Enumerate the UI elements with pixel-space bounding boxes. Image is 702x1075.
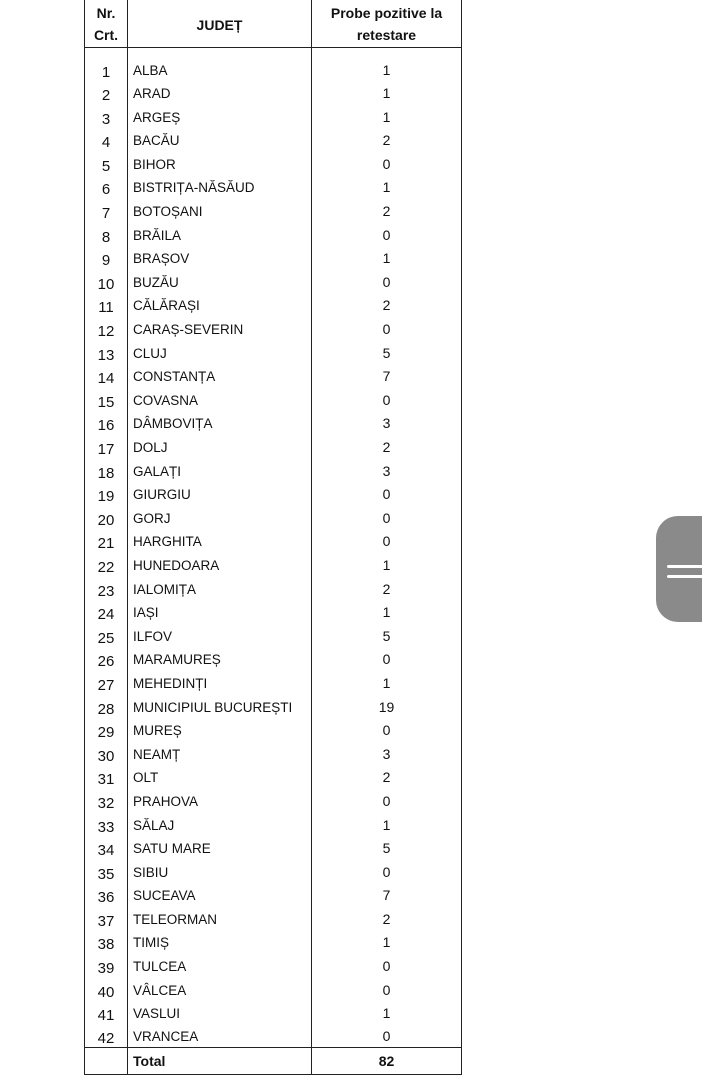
row-number: 37: [85, 906, 128, 930]
county-name: TIMIȘ: [128, 930, 312, 954]
positive-retest-count: 5: [312, 340, 462, 364]
results-table: [84, 0, 462, 1075]
row-number: 12: [85, 316, 128, 340]
table-row: [85, 340, 462, 364]
row-number: 9: [85, 246, 128, 270]
table-row: [85, 1001, 462, 1025]
header-judet: JUDEȚ: [128, 0, 312, 48]
table-row: [85, 505, 462, 529]
table-row: [85, 623, 462, 647]
county-name: VRANCEA: [128, 1024, 312, 1048]
table-row: [85, 128, 462, 152]
positive-retest-count: 2: [312, 293, 462, 317]
county-name: COVASNA: [128, 387, 312, 411]
row-number: 30: [85, 741, 128, 765]
county-name: MUREȘ: [128, 718, 312, 742]
row-number: 13: [85, 340, 128, 364]
table-row: [85, 694, 462, 718]
county-name: SIBIU: [128, 859, 312, 883]
header-probe-pozitive: [312, 0, 462, 48]
table-row: [85, 269, 462, 293]
county-name: SATU MARE: [128, 836, 312, 860]
positive-retest-count: 1: [312, 812, 462, 836]
table-row: [85, 316, 462, 340]
table-row: [85, 930, 462, 954]
county-name: IALOMIȚA: [128, 576, 312, 600]
table-row: [85, 246, 462, 270]
county-name: BRĂILA: [128, 222, 312, 246]
county-name: BIHOR: [128, 151, 312, 175]
positive-retest-count: 1: [312, 600, 462, 624]
positive-retest-count: 0: [312, 977, 462, 1001]
county-name: HARGHITA: [128, 529, 312, 553]
row-number: 36: [85, 883, 128, 907]
row-number: 40: [85, 977, 128, 1001]
table-row: [85, 765, 462, 789]
positive-retest-count: 1: [312, 670, 462, 694]
county-name: HUNEDOARA: [128, 552, 312, 576]
table-body: [85, 48, 462, 1048]
row-number: 27: [85, 670, 128, 694]
county-name: NEAMȚ: [128, 741, 312, 765]
total-row: [85, 1048, 462, 1075]
county-name: CĂLĂRAȘI: [128, 293, 312, 317]
row-number: 5: [85, 151, 128, 175]
table-row: [85, 718, 462, 742]
positive-retest-count: 19: [312, 694, 462, 718]
row-number: 6: [85, 175, 128, 199]
county-name: TULCEA: [128, 953, 312, 977]
county-name: BRAȘOV: [128, 246, 312, 270]
county-name: VÂLCEA: [128, 977, 312, 1001]
positive-retest-count: 0: [312, 505, 462, 529]
row-number: 25: [85, 623, 128, 647]
county-name: DÂMBOVIȚA: [128, 411, 312, 435]
row-number: 38: [85, 930, 128, 954]
row-number: 35: [85, 859, 128, 883]
positive-retest-count: 7: [312, 364, 462, 388]
positive-retest-count: 0: [312, 953, 462, 977]
county-name: VASLUI: [128, 1001, 312, 1025]
county-name: BACĂU: [128, 128, 312, 152]
row-number: 41: [85, 1001, 128, 1025]
table-row: [85, 883, 462, 907]
header-nr-crt: [85, 0, 128, 48]
total-label: Total: [128, 1048, 312, 1075]
table-row: [85, 836, 462, 860]
positive-retest-count: 0: [312, 482, 462, 506]
positive-retest-count: 1: [312, 1001, 462, 1025]
positive-retest-count: 0: [312, 269, 462, 293]
county-name: MEHEDINȚI: [128, 670, 312, 694]
positive-retest-count: 1: [312, 246, 462, 270]
county-name: SĂLAJ: [128, 812, 312, 836]
county-name: BISTRIȚA-NĂSĂUD: [128, 175, 312, 199]
table-row: [85, 81, 462, 105]
county-name: ARGEȘ: [128, 104, 312, 128]
positive-retest-count: 2: [312, 128, 462, 152]
row-number: 39: [85, 953, 128, 977]
row-number: 16: [85, 411, 128, 435]
positive-retest-count: 1: [312, 552, 462, 576]
table-row: [85, 458, 462, 482]
county-name: IAȘI: [128, 600, 312, 624]
positive-retest-count: 2: [312, 765, 462, 789]
row-number: 21: [85, 529, 128, 553]
positive-retest-count: 1: [312, 104, 462, 128]
row-number: 11: [85, 293, 128, 317]
total-value: 82: [312, 1048, 462, 1075]
row-number: 26: [85, 647, 128, 671]
positive-retest-count: 5: [312, 836, 462, 860]
positive-retest-count: 3: [312, 458, 462, 482]
row-number: 8: [85, 222, 128, 246]
table-row: [85, 222, 462, 246]
table-row: [85, 1024, 462, 1048]
row-number: 20: [85, 505, 128, 529]
row-number: 42: [85, 1024, 128, 1048]
row-number: 17: [85, 434, 128, 458]
table-header-row: [85, 0, 462, 48]
row-number: 32: [85, 788, 128, 812]
county-name: CLUJ: [128, 340, 312, 364]
row-number: 33: [85, 812, 128, 836]
table-row: [85, 104, 462, 128]
row-number: 24: [85, 600, 128, 624]
positive-retest-count: 1: [312, 930, 462, 954]
positive-retest-count: 2: [312, 576, 462, 600]
table-row: [85, 529, 462, 553]
row-number: 18: [85, 458, 128, 482]
county-name: MARAMUREȘ: [128, 647, 312, 671]
row-number: 15: [85, 387, 128, 411]
positive-retest-count: 0: [312, 1024, 462, 1048]
county-name: PRAHOVA: [128, 788, 312, 812]
county-name: BOTOȘANI: [128, 198, 312, 222]
table-row: [85, 552, 462, 576]
county-name: BUZĂU: [128, 269, 312, 293]
county-name: ARAD: [128, 81, 312, 105]
county-name: ILFOV: [128, 623, 312, 647]
positive-retest-count: 2: [312, 906, 462, 930]
county-name: GALAȚI: [128, 458, 312, 482]
county-name: ALBA: [128, 48, 312, 81]
table-row: [85, 576, 462, 600]
header-nr-crt-label: Nr. Crt.: [93, 4, 119, 43]
table-row: [85, 600, 462, 624]
county-name: OLT: [128, 765, 312, 789]
row-number: 28: [85, 694, 128, 718]
positive-retest-count: 3: [312, 411, 462, 435]
positive-retest-count: 0: [312, 387, 462, 411]
positive-retest-count: 0: [312, 151, 462, 175]
row-number: 10: [85, 269, 128, 293]
row-number: 23: [85, 576, 128, 600]
county-name: DOLJ: [128, 434, 312, 458]
county-name: GIURGIU: [128, 482, 312, 506]
table-row: [85, 812, 462, 836]
positive-retest-count: 5: [312, 623, 462, 647]
row-number: 19: [85, 482, 128, 506]
positive-retest-count: 1: [312, 48, 462, 81]
document-page: [84, 0, 460, 1075]
table-row: [85, 48, 462, 81]
positive-retest-count: 0: [312, 718, 462, 742]
positive-retest-count: 1: [312, 175, 462, 199]
positive-retest-count: 0: [312, 647, 462, 671]
table-row: [85, 859, 462, 883]
row-number: 34: [85, 836, 128, 860]
row-number: 31: [85, 765, 128, 789]
table-row: [85, 175, 462, 199]
row-number: 22: [85, 552, 128, 576]
table-row: [85, 293, 462, 317]
county-name: CONSTANȚA: [128, 364, 312, 388]
table-row: [85, 387, 462, 411]
row-number: 1: [85, 48, 128, 81]
table-row: [85, 788, 462, 812]
table-row: [85, 741, 462, 765]
positive-retest-count: 0: [312, 222, 462, 246]
positive-retest-count: 2: [312, 434, 462, 458]
row-number: 2: [85, 81, 128, 105]
table-row: [85, 953, 462, 977]
positive-retest-count: 3: [312, 741, 462, 765]
county-name: MUNICIPIUL BUCUREȘTI: [128, 694, 312, 718]
positive-retest-count: 7: [312, 883, 462, 907]
county-name: TELEORMAN: [128, 906, 312, 930]
positive-retest-count: 0: [312, 859, 462, 883]
county-name: CARAȘ-SEVERIN: [128, 316, 312, 340]
positive-retest-count: 0: [312, 529, 462, 553]
table-row: [85, 977, 462, 1001]
viewer-menu-handle[interactable]: [656, 516, 702, 622]
positive-retest-count: 1: [312, 81, 462, 105]
county-name: GORJ: [128, 505, 312, 529]
table-row: [85, 906, 462, 930]
row-number: 7: [85, 198, 128, 222]
header-probe-pozitive-label: Probe pozitive la retestare: [330, 4, 443, 43]
positive-retest-count: 0: [312, 316, 462, 340]
positive-retest-count: 0: [312, 788, 462, 812]
table-row: [85, 411, 462, 435]
total-nr-cell: [85, 1048, 128, 1075]
row-number: 29: [85, 718, 128, 742]
table-row: [85, 198, 462, 222]
table-row: [85, 647, 462, 671]
table-row: [85, 670, 462, 694]
row-number: 4: [85, 128, 128, 152]
table-row: [85, 434, 462, 458]
table-row: [85, 482, 462, 506]
row-number: 3: [85, 104, 128, 128]
table-row: [85, 364, 462, 388]
table-row: [85, 151, 462, 175]
county-name: SUCEAVA: [128, 883, 312, 907]
row-number: 14: [85, 364, 128, 388]
positive-retest-count: 2: [312, 198, 462, 222]
